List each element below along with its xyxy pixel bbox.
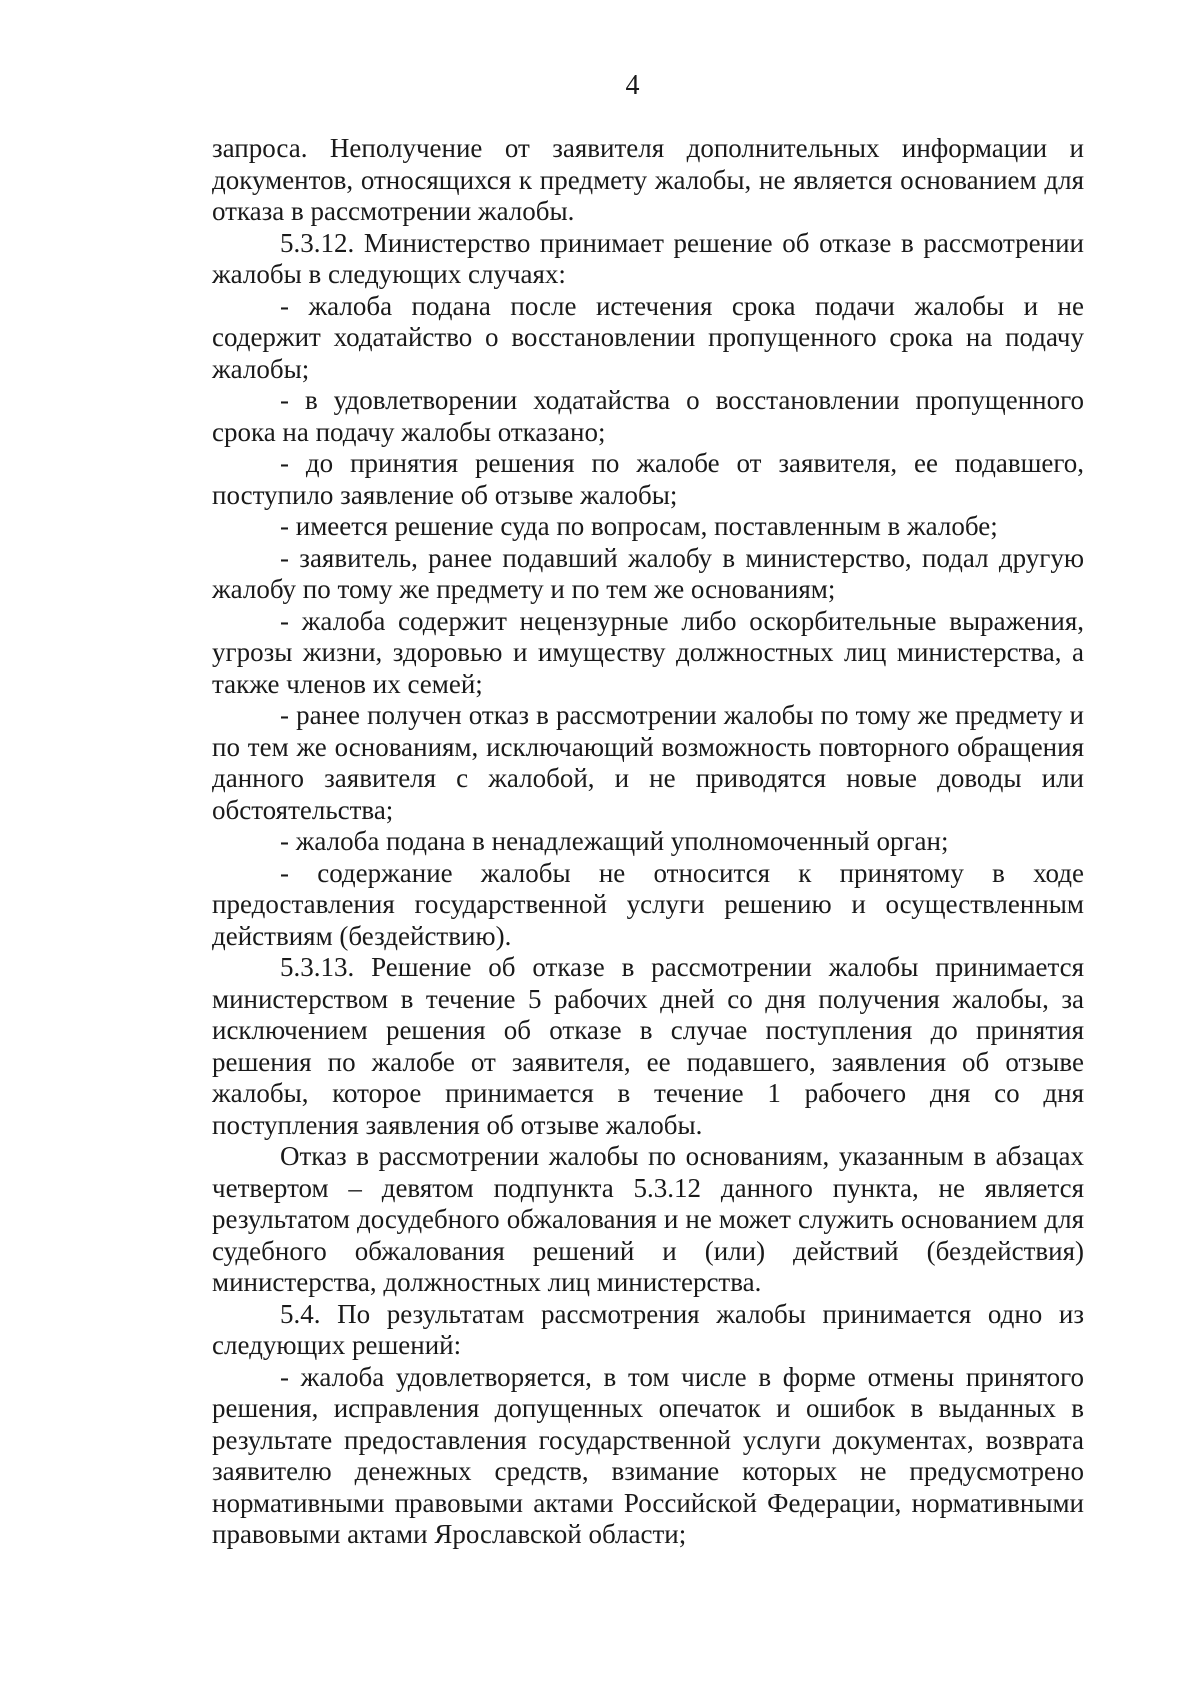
paragraph: 5.4. По результатам рассмотрения жалобы принимается одно из следующих решений: xyxy=(212,1298,1084,1360)
list-item: - жалоба содержит нецензурные либо оскорбительные выражения, угрозы жизни, здоровью и имуществу должностных лиц министерства, а также членов их семей; xyxy=(212,605,1084,699)
list-item: - содержание жалобы не относится к принятому в ходе предоставления государственной услуги решению и осуществленным действиям (бездействию). xyxy=(212,857,1084,951)
paragraph: 5.3.13. Решение об отказе в рассмотрении жалобы принимается министерством в течение 5 рабочих дней со дня получения жалобы, за исключением решения об отказе в случае поступления до принятия решения по жалобе от заявителя, ее подавшего, заявления об отзыве жалобы, которое принимается в течение 1 рабочего дня со дня поступления заявления об отзыве жалобы. xyxy=(212,952,1084,1140)
list-item: - жалоба подана в ненадлежащий уполномоченный орган; xyxy=(280,826,949,856)
list-item: - заявитель, ранее подавший жалобу в министерство, подал другую жалобу по тому же предмету и по тем же основаниям; xyxy=(212,542,1084,604)
paragraph: Отказ в рассмотрении жалобы по основаниям, указанным в абзацах четвертом – девятом подпункта 5.3.12 данного пункта, не является результатом досудебного обжалования и не может служить основанием для судебного обжалования решений и (или) действий (бездействия) министерства, должностных лиц министерства. xyxy=(212,1141,1084,1297)
document-body xyxy=(212,133,1084,1551)
list-item: - до принятия решения по жалобе от заявителя, ее подавшего, поступило заявление об отзыве жалобы; xyxy=(212,448,1084,510)
list-item: - жалоба подана после истечения срока подачи жалобы и не содержит ходатайство о восстановлении пропущенного срока на подачу жалобы; xyxy=(212,290,1084,384)
list-item: - имеется решение суда по вопросам, поставленным в жалобе; xyxy=(280,511,998,541)
list-item: - в удовлетворении ходатайства о восстановлении пропущенного срока на подачу жалобы отказано; xyxy=(212,385,1084,447)
list-item: - ранее получен отказ в рассмотрении жалобы по тому же предмету и по тем же основаниям, исключающий возможность повторного обращения данного заявителя с жалобой, и не приводятся новые доводы или обстоятельства; xyxy=(212,700,1084,825)
paragraph: 5.3.12. Министерство принимает решение об отказе в рассмотрении жалобы в следующих случаях: xyxy=(212,227,1084,289)
page-number: 4 xyxy=(625,70,640,101)
list-item: - жалоба удовлетворяется, в том числе в форме отмены принятого решения, исправления допущенных опечаток и ошибок в выданных в результате предоставления государственной услуги документах, возврата заявителю денежных средств, взимание которых не предусмотрено нормативными правовыми актами Российской Федерации, нормативными правовыми актами Ярославской области; xyxy=(212,1361,1084,1549)
paragraph: запроса. Неполучение от заявителя дополнительных информации и документов, относящихся к предмету жалобы, не является основанием для отказа в рассмотрении жалобы. xyxy=(212,133,1084,226)
